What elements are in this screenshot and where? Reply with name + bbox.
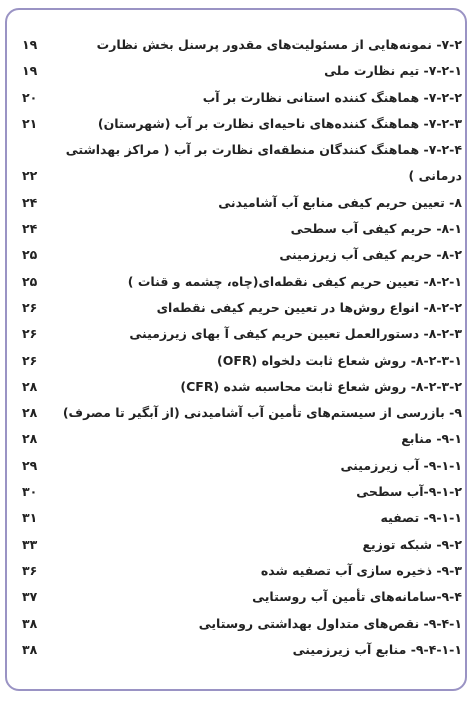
toc-entry xyxy=(14,453,462,479)
toc-entry-page-number: ۲۸ xyxy=(22,431,38,447)
toc-entry-title: ۷-۲-۱- تیم نظارت ملی xyxy=(324,63,462,79)
toc-entry-title: ۸-۲-۱- تعیین حریم کیفی نقطه‌ای(چاه، چشمه و قنات ) xyxy=(127,273,462,289)
toc-entry xyxy=(14,558,462,584)
toc-entry xyxy=(14,242,462,268)
toc-entry xyxy=(14,400,462,426)
toc-entry-title: ۸-۲-۳-۱- روش شعاع ثابت دلخواه (OFR) xyxy=(217,352,462,368)
toc-entry-title: درمانی ) xyxy=(408,168,462,184)
toc-entry-title: ۹-۱- منابع xyxy=(401,431,462,447)
toc-entry-page-number: ۳۶ xyxy=(22,562,38,578)
toc-entry-page-number: ۲۰ xyxy=(22,89,38,105)
toc-entry-title: ۷-۲- نمونه‌هایی از مسئولیت‌های مقدور پرسنل بخش نظارت xyxy=(96,37,462,52)
toc-entry-title: ۹-۴-سامانه‌های تأمین آب روستایی xyxy=(252,589,462,605)
toc-entry-page-number: ۲۶ xyxy=(22,326,38,342)
toc-entry xyxy=(14,137,462,163)
toc-entry-title: ۹-۱-۱- تصفیه xyxy=(380,510,462,526)
toc-entry-page-number: ۲۹ xyxy=(22,457,38,473)
toc-entry-title: ۹-۳- ذخیره سازی آب تصفیه شده xyxy=(260,562,462,578)
toc-entry xyxy=(14,637,462,663)
toc-entry-page-number: ۳۰ xyxy=(22,484,38,500)
toc-entry xyxy=(14,295,462,321)
toc-entry-title: ۹-۲- شبکه توزیع xyxy=(362,536,462,552)
toc-entry-page-number: ۱۹ xyxy=(22,63,38,79)
toc-entry-title: ۷-۲-۲- هماهنگ کننده استانی نظارت بر آب xyxy=(202,89,462,105)
toc-entry-page-number: ۲۸ xyxy=(22,378,38,394)
toc-entry-page-number: ۲۶ xyxy=(22,299,38,315)
toc-entry-title: ۹-۱-۱- آب زیرزمینی xyxy=(340,457,462,473)
toc-entry-page-number: ۲۱ xyxy=(22,115,38,131)
toc-entry xyxy=(14,32,462,58)
toc-entry-page-number: ۲۵ xyxy=(22,273,38,289)
toc-entry-title: ۸-۲- حریم کیفی آب زیرزمینی xyxy=(279,247,462,263)
toc-entry xyxy=(14,269,462,295)
toc-entry-title: ۹- بازرسی از سیستم‌های تأمین آب آشامیدنی (از آبگیر تا مصرف) xyxy=(62,405,462,421)
toc-entry xyxy=(14,190,462,216)
toc-entry-title: ۸-۱- حریم کیفی آب سطحی xyxy=(290,221,462,237)
toc-entry-page-number: ۲۶ xyxy=(22,352,38,368)
toc-entry-title: ۷-۲-۴- هماهنگ کنندگان منطقه‌ای نظارت بر آب ( مراکز بهداشتی xyxy=(65,142,462,158)
toc-entry xyxy=(14,611,462,637)
toc-entry-title: ۸- تعیین حریم کیفی منابع آب آشامیدنی xyxy=(218,194,462,210)
toc-entry-page-number: ۲۲ xyxy=(22,168,38,184)
toc-entry-title: ۷-۲-۳- هماهنگ کننده‌های ناحیه‌ای نظارت بر آب (شهرستان) xyxy=(97,115,462,131)
toc-entry-title: ۹-۴-۱-۱- منابع آب زیرزمینی xyxy=(292,641,462,657)
toc-entry-title: ۸-۲-۳- دستورالعمل تعیین حریم کیفی آ بهای زیرزمینی xyxy=(129,326,462,342)
toc-entry xyxy=(14,321,462,347)
toc-entry xyxy=(14,216,462,242)
toc-entry-page-number: ۲۴ xyxy=(22,221,38,237)
toc-entry xyxy=(14,584,462,610)
toc-entry xyxy=(14,532,462,558)
toc-entry xyxy=(14,479,462,505)
toc-entry-page-number: ۱۹ xyxy=(22,37,38,52)
toc-entry xyxy=(14,111,462,137)
toc-entry-page-number: ۳۸ xyxy=(22,615,38,631)
toc-entry-title: ۹-۴-۱- نقص‌های متداول بهداشتی روستایی xyxy=(198,615,462,631)
toc-entry xyxy=(14,374,462,400)
toc-entry-page-number: ۲۴ xyxy=(22,194,38,210)
toc-entry xyxy=(14,163,462,189)
toc-entry-page-number: ۲۵ xyxy=(22,247,38,263)
toc-entry-page-number: ۲۸ xyxy=(22,405,38,421)
toc-entry xyxy=(14,85,462,111)
toc-entry xyxy=(14,348,462,374)
toc-entry-page-number: ۳۷ xyxy=(22,589,38,605)
toc-entry-page-number: ۳۱ xyxy=(22,510,38,526)
toc-entry-page-number: ۳۸ xyxy=(22,641,38,657)
toc-entry-title: ۸-۲-۲- انواع روش‌ها در تعیین حریم کیفی نقطه‌ای xyxy=(156,299,462,315)
toc-entry-title: ۹-۱-۲-آب سطحی xyxy=(356,484,462,500)
toc-entry xyxy=(14,58,462,84)
toc-entry-title: ۸-۲-۳-۲- روش شعاع ثابت محاسبه شده (CFR) xyxy=(180,378,462,394)
toc-entry-page-number: ۳۳ xyxy=(22,536,38,552)
table-of-contents xyxy=(14,32,462,663)
toc-entry xyxy=(14,426,462,452)
toc-entry xyxy=(14,505,462,531)
